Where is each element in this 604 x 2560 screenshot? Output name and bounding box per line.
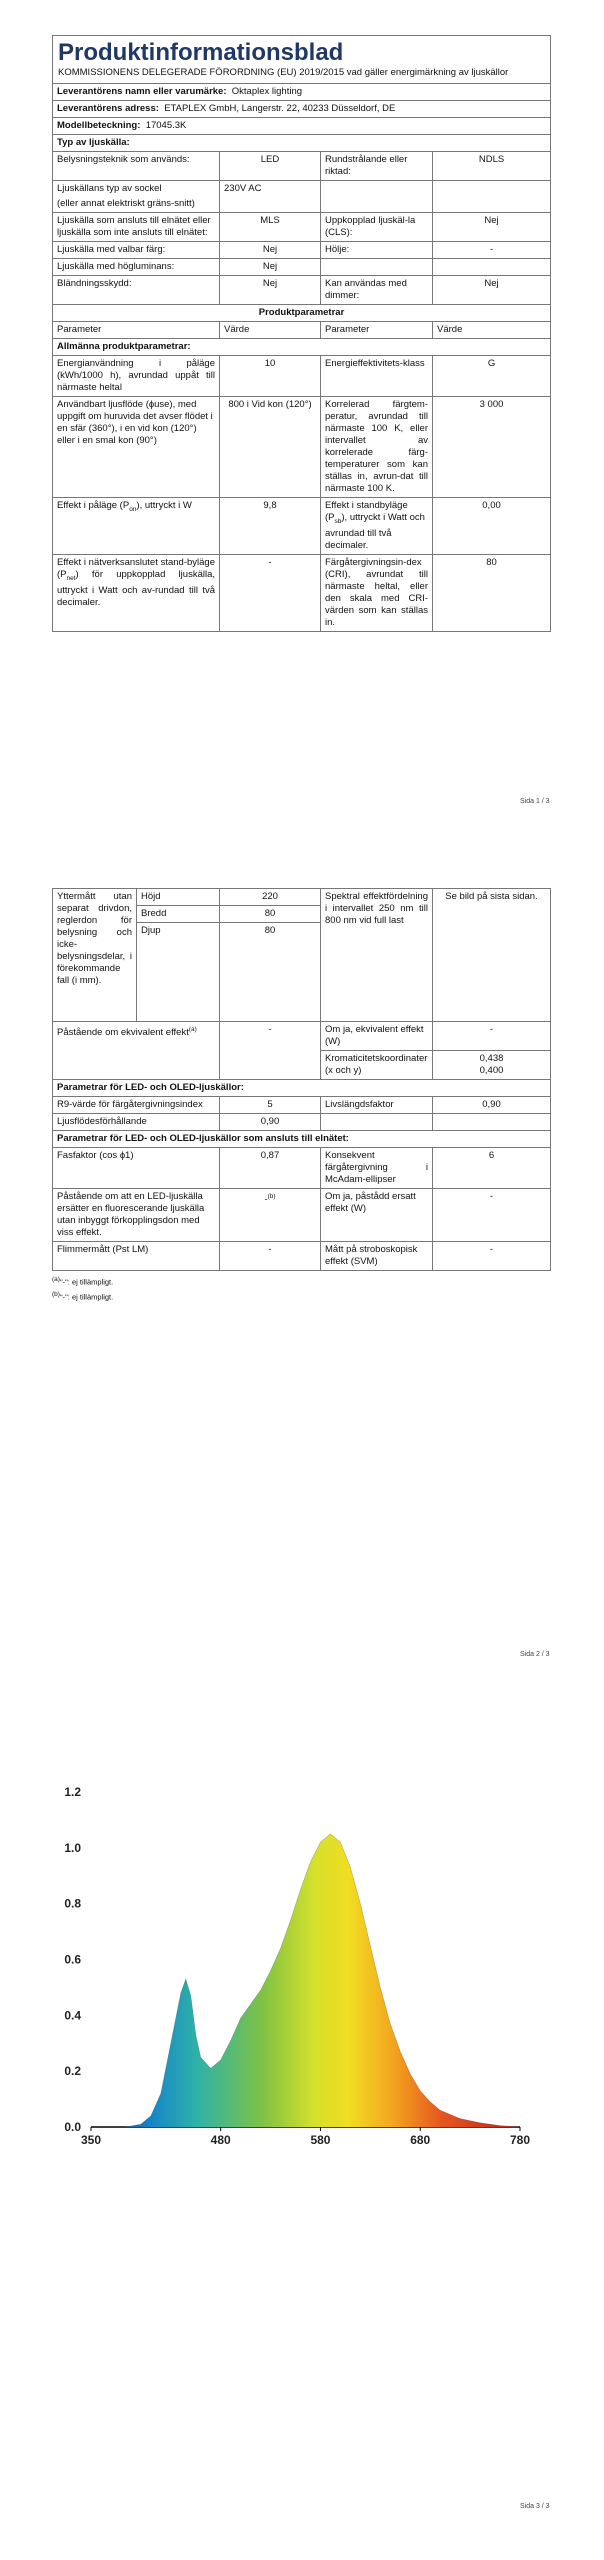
- x-tick-label: 580: [310, 2133, 331, 2147]
- directional-label: Rundstrålande eller riktad:: [321, 152, 433, 181]
- svm-value: -: [433, 1242, 551, 1271]
- col-param-2: Parameter: [321, 322, 433, 339]
- y-tick-label: 0.6: [64, 1952, 81, 1967]
- supplier-name-value: Oktaplex lighting: [231, 86, 303, 97]
- connected-value: Nej: [433, 213, 551, 242]
- chroma-label: Kromaticitetskoordinater (x och y): [321, 1051, 433, 1080]
- chroma-y: 0,400: [479, 1065, 504, 1076]
- x-tick-label: 480: [210, 2133, 231, 2147]
- led-params-heading: Parametrar för LED- och OLED-ljuskällor:: [53, 1080, 551, 1097]
- socket-label-1: Ljuskällans typ av sockel: [57, 183, 162, 194]
- survival-value: 0,90: [433, 1097, 551, 1114]
- page-number-1: Sida 1 / 3: [520, 798, 550, 805]
- width-value: 80: [220, 906, 321, 923]
- regulation-text: KOMMISSIONENS DELEGERADE FÖRORDNING (EU) 2019/2015 vad gäller energimärkning av ljuskällor: [58, 67, 509, 78]
- mains-value: MLS: [220, 213, 321, 242]
- type-heading: Typ av ljuskälla:: [53, 135, 551, 152]
- pnet-label: Effekt i nätverksanslutet stand-byläge $(P_{net})$ för uppkopplad ljuskälla, uttryckt i Watt och av-rundad till två decimaler.: [53, 554, 220, 631]
- cri-value: 80: [433, 554, 551, 631]
- x-tick-label: 780: [509, 2133, 531, 2147]
- glare-value: Nej: [220, 276, 321, 305]
- cct-value: 3 000: [433, 397, 551, 498]
- pon-value: 9,8: [220, 498, 321, 555]
- supplier-name-label: Leverantörens namn eller varumärke:: [57, 86, 227, 97]
- spectral-distribution-chart: [0, 1740, 604, 2160]
- glare-label: Bländningsskydd:: [53, 276, 220, 305]
- col-value-2: Värde: [433, 322, 551, 339]
- psb-label: Effekt i standbyläge $(P_{sb})$, uttryckt i Watt och avrundad till två decimaler.: [321, 498, 433, 555]
- info-table-page-2: [52, 888, 551, 1271]
- mains-label: Ljuskälla som ansluts till elnätet eller ljuskälla som inte ansluts till elnätet:: [53, 213, 220, 242]
- replace-power-value: -: [433, 1189, 551, 1242]
- energy-value: 10: [220, 356, 321, 397]
- model-value: 17045.3K: [145, 120, 187, 131]
- flicker-value: -: [220, 1242, 321, 1271]
- flicker-label: Flimmermått (Pst LM): [53, 1242, 220, 1271]
- cri-label: Färgåtergivningsin-dex (CRI), avrundat till närmaste heltal, eller den skala med CRI-värden som kan ställas in.: [321, 554, 433, 631]
- directional-value: NDLS: [433, 152, 551, 181]
- spd-label: Spektral effektfördelning i intervallet 250 nm till 800 nm vid full last: [321, 889, 433, 1022]
- y-tick-label: 0.2: [64, 2064, 81, 2079]
- y-tick-label: 1.0: [64, 1840, 81, 1855]
- pf-value: 0,87: [220, 1148, 321, 1189]
- macadam-label: Konsekvent färgåtergivning i McAdam-ellipser: [321, 1148, 433, 1189]
- tech-value: LED: [220, 152, 321, 181]
- eclass-label: Energieffektivitets-klass: [321, 356, 433, 397]
- chart-axes: [91, 2127, 520, 2131]
- page-number-3: Sida 3 / 3: [520, 2503, 550, 2510]
- spd-value: Se bild på sista sidan.: [433, 889, 551, 1022]
- equiv-power-value: -: [433, 1022, 551, 1051]
- lumen-value: 0,90: [220, 1114, 321, 1131]
- survival-label: Livslängdsfaktor: [321, 1097, 433, 1114]
- product-params-heading: Produktparametrar: [53, 305, 551, 322]
- envelope-value: -: [433, 242, 551, 259]
- replace-power-label: Om ja, påstådd ersatt effekt (W): [321, 1189, 433, 1242]
- dims-label: Yttermått utan separat drivdon, reglerdon för belysning och icke-belysningsdelar, i förekommande fall (i mm).: [53, 889, 137, 1022]
- high-lum-label: Ljuskälla med högluminans:: [53, 259, 220, 276]
- y-tick-label: 0.4: [64, 2008, 81, 2023]
- pnet-value: -: [220, 554, 321, 631]
- supplier-address-label: Leverantörens adress:: [57, 103, 159, 114]
- psb-value: 0,00: [433, 498, 551, 555]
- lumen-label: Ljusflödesförhållande: [53, 1114, 220, 1131]
- socket-label-2: (eller annat elektriskt gräns-snitt): [57, 198, 195, 209]
- col-value-1: Värde: [220, 322, 321, 339]
- page-number-2: Sida 2 / 3: [520, 1651, 550, 1658]
- colour-label: Ljuskälla med valbar färg:: [53, 242, 220, 259]
- width-label: Bredd: [137, 906, 220, 923]
- flux-value: 800 i Vid kon (120°): [220, 397, 321, 498]
- y-tick-label: 0.0: [64, 2120, 81, 2134]
- equiv-claim-label: Påstående om ekvivalent effekt$^{(a)}$: [53, 1022, 220, 1080]
- height-value: 220: [220, 889, 321, 906]
- svm-label: Mått på stroboskopisk effekt (SVM): [321, 1242, 433, 1271]
- r9-value: 5: [220, 1097, 321, 1114]
- footnote-a: $^{(a)}$"-": ej tillämpligt.: [52, 1276, 114, 1287]
- connected-label: Uppkopplad ljuskäl-la (CLS):: [321, 213, 433, 242]
- depth-value: 80: [220, 923, 321, 1022]
- tech-label: Belysningsteknik som används:: [53, 152, 220, 181]
- replace-label: Påstående om att en LED-ljuskälla ersätter en fluorescerande ljuskälla utan inbyggt förkopplingsdon med viss effekt.: [53, 1189, 220, 1242]
- general-params-heading: Allmänna produktparametrar:: [53, 339, 551, 356]
- footnote-b: $^{(b)}$"-": ej tillämpligt.: [52, 1290, 114, 1301]
- x-tick-label: 350: [80, 2133, 102, 2147]
- r9-label: R9-värde för färgåtergivningsindex: [53, 1097, 220, 1114]
- y-tick-label: 0.8: [64, 1896, 81, 1911]
- dimmable-value: Nej: [433, 276, 551, 305]
- high-lum-value: Nej: [220, 259, 321, 276]
- dimmable-label: Kan användas med dimmer:: [321, 276, 433, 305]
- flux-label: Användbart ljusflöde (ɸuse), med uppgift om huruvida det avser flödet i en sfär (360°), i en vid kon (120°) eller i en smal kon (90°): [53, 397, 220, 498]
- macadam-value: 6: [433, 1148, 551, 1189]
- y-tick-label: 1.2: [64, 1785, 81, 1799]
- envelope-label: Hölje:: [321, 242, 433, 259]
- cct-label: Korrelerad färgtem-peratur, avrundad till närmaste 100 K, eller intervallet av korrelerade färg-temperaturer som kan ställas in, avrun-dat till närmaste 100 K.: [321, 397, 433, 498]
- info-table-page-1: [52, 35, 551, 632]
- model-label: Modellbeteckning:: [57, 120, 141, 131]
- chroma-x: 0,438: [479, 1053, 504, 1064]
- supplier-address-value: ETAPLEX GmbH, Langerstr. 22, 40233 Düsseldorf, DE: [164, 103, 396, 114]
- col-param-1: Parameter: [53, 322, 220, 339]
- pf-label: Fasfaktor (cos ɸ1): [53, 1148, 220, 1189]
- replace-value: -$^{(b)}$: [220, 1189, 321, 1242]
- eclass-value: G: [433, 356, 551, 397]
- depth-label: Djup: [137, 923, 220, 1022]
- height-label: Höjd: [137, 889, 220, 906]
- socket-value: 230V AC: [220, 181, 321, 213]
- page-title: Produktinformationsblad: [58, 39, 344, 66]
- equiv-claim-value: -: [220, 1022, 321, 1080]
- energy-label: Energianvändning i påläge (kWh/1000 h), avrundad uppåt till närmaste heltal: [53, 356, 220, 397]
- x-tick-label: 680: [410, 2133, 431, 2147]
- led-mains-params-heading: Parametrar för LED- och OLED-ljuskällor som ansluts till elnätet:: [53, 1131, 551, 1148]
- pon-label: Effekt i påläge $(P_{on})$, uttryckt i W: [53, 498, 220, 555]
- equiv-power-label: Om ja, ekvivalent effekt (W): [321, 1022, 433, 1051]
- colour-value: Nej: [220, 242, 321, 259]
